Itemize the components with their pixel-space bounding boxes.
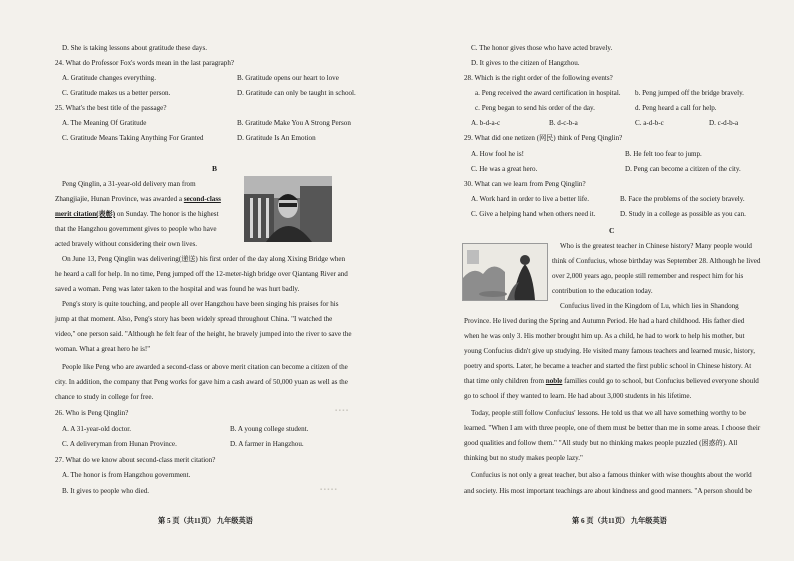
option-29c: C. He was a great hero. <box>471 165 538 173</box>
option-25d: D. Gratitude Is An Emotion <box>237 134 316 142</box>
passage-line: that the Hangzhou government gives to people who have <box>55 225 217 233</box>
question-25: 25. What's the best title of the passage? <box>55 104 167 112</box>
passage-line: contribution to the education today. <box>552 287 653 295</box>
passage-line: chance to study in college for free. <box>55 393 154 401</box>
option-30a: A. Work hard in order to live a better life. <box>471 195 590 203</box>
question-29: 29. What did one netizen (网民) think of Peng Qinglin? <box>464 134 623 142</box>
event-b: b. Peng jumped off the bridge bravely. <box>635 89 744 97</box>
option-27a: A. The honor is from Hangzhou government. <box>62 471 191 479</box>
passage-line: Confucius lived in the Kingdom of Lu, which lies in Shandong <box>560 302 739 310</box>
option-24d: D. Gratitude can only be taught in school. <box>237 89 356 97</box>
option-28c: C. a-d-b-c <box>635 119 664 127</box>
question-28: 28. Which is the right order of the following events? <box>464 74 613 82</box>
peng-qinglin-photo <box>244 176 332 242</box>
event-d: d. Peng heard a call for help. <box>635 104 717 112</box>
question-24: 24. What do Professor Fox's words mean in the last paragraph? <box>55 59 235 67</box>
option-24a: A. Gratitude changes everything. <box>62 74 156 82</box>
passage-line: Confucius is not only a great teacher, but also a famous thinker with wise thoughts about the world <box>471 471 752 479</box>
option-28b: B. d-c-b-a <box>549 119 578 127</box>
passage-line: think of Confucius, whose birthday was September 28. Although he lived <box>552 257 761 265</box>
passage-line: good qualities and follow them." "All study but no thinking makes people puzzled (困惑的). All <box>464 439 738 447</box>
option-25b: B. Gratitude Make You A Strong Person <box>237 119 351 127</box>
passage-line: young Confucius didn't give up studying. He visited many famous teachers and learned music, history, <box>464 347 756 355</box>
section-c-heading: C <box>609 226 615 235</box>
passage-line: video," one person said. "Although he felt fear of the height, he bravely jumped into the river to save the <box>55 330 352 338</box>
term-noble: noble <box>545 377 563 385</box>
passage-line: when he was only 3. His mother brought him up. As a child, he had to work to help his mother, but <box>464 332 745 340</box>
text-line: D. She is taking lessons about gratitude these days. <box>62 44 208 52</box>
passage-line: over 2,000 years ago, people still remember and respect him for his <box>552 272 744 280</box>
confucius-illustration <box>462 243 548 301</box>
passage-line: he heard a call for help. In no time, Peng jumped off the 12-meter-high bridge over Qiantang River and <box>55 270 348 278</box>
option-30b: B. Face the problems of the society bravely. <box>620 195 745 203</box>
passage-line: jump at that moment. Also, Peng's story has been widely spread throughout China. "I watched the <box>55 315 333 323</box>
option-30d: D. Study in a college as possible as you can. <box>620 210 746 218</box>
page-footer-right: 第 6 页（共11页） 九年级英语 <box>572 517 667 525</box>
passage-line: Zhangjiajie, Hunan Province, was awarded a second-class <box>55 195 221 203</box>
passage-line: poetry and sports. Later, he became a teacher and started the first public school in Chinese history. At <box>464 362 752 370</box>
passage-line: Province. He lived during the Spring and Autumn Period. He had a hard childhood. His father died <box>464 317 745 325</box>
passage-line: thinking but no study makes people lazy." <box>464 454 583 462</box>
passage-line: go to school if they wanted to learn. He had about 3,000 students in his lifetime. <box>464 392 692 400</box>
passage-line: acted bravely without considering their own lives. <box>55 240 198 248</box>
passage-line: that time only children from noble families could go to school, but Confucius believed everyone should <box>464 377 759 385</box>
bleed-through-mark: ▪ ▪ ▪ ▪ ▪ <box>320 487 337 493</box>
bleed-through-mark: ▪ ▪ ▪ ▪ <box>335 408 349 414</box>
passage-line: and society. His most important teachings are about kindness and good manners. "A person should be <box>464 487 752 495</box>
event-a: a. Peng received the award certification in hospital. <box>475 89 621 97</box>
passage-line: On June 13, Peng Qinglin was delivering(递送) his first order of the day along Xixing Bridge when <box>62 255 346 263</box>
passage-line: Peng's story is quite touching, and people all over Hangzhou have been singing his praises for his <box>62 300 339 308</box>
option-30c: C. Give a helping hand when others need it. <box>471 210 596 218</box>
question-27: 27. What do we know about second-class merit citation? <box>55 456 216 464</box>
right-page <box>397 0 794 561</box>
option-29d: D. Peng can become a citizen of the city. <box>625 165 741 173</box>
passage-line: learned. "When I am with three people, one of them must be better than me in some areas. I choose their <box>464 424 761 432</box>
option-24b: B. Gratitude opens our heart to love <box>237 74 339 82</box>
option-26a: A. A 31-year-old doctor. <box>62 425 132 433</box>
event-c: c. Peng began to send his order of the day. <box>475 104 595 112</box>
passage-line: woman. What a great hero he is!" <box>55 345 151 353</box>
option-29b: B. He felt too fear to jump. <box>625 150 702 158</box>
question-26: 26. Who is Peng Qinglin? <box>55 409 129 417</box>
passage-line: People like Peng who are awarded a second-class or above merit citation can become a citizen of the <box>62 363 348 371</box>
option-26c: C. A deliveryman from Hunan Province. <box>62 440 177 448</box>
option-27c: C. The honor gives those who have acted bravely. <box>471 44 613 52</box>
option-28d: D. c-d-b-a <box>709 119 739 127</box>
page-footer-left: 第 5 页（共11页） 九年级英语 <box>158 517 253 525</box>
option-27b: B. It gives to people who died. <box>62 487 150 495</box>
option-26d: D. A farmer in Hangzhou. <box>230 440 304 448</box>
term-merit-citation: merit citation(表彰) <box>55 210 116 218</box>
option-28a: A. b-d-a-c <box>471 119 501 127</box>
passage-line: Today, people still follow Confucius' lessons. He told us that we all have something worthy to be <box>471 409 746 417</box>
option-29a: A. How fool he is! <box>471 150 524 158</box>
question-30: 30. What can we learn from Peng Qinglin? <box>464 180 586 188</box>
passage-line: saved a woman. Peng was later taken to the hospital and was found he was hurt badly. <box>55 285 300 293</box>
passage-line: city. In addition, the company that Peng works for gave him a cash award of 50,000 yuan as well as the <box>55 378 348 386</box>
term-second-class: second-class <box>183 195 221 203</box>
option-25a: A. The Meaning Of Gratitude <box>62 119 147 127</box>
option-26b: B. A young college student. <box>230 425 309 433</box>
option-24c: C. Gratitude makes us a better person. <box>62 89 171 97</box>
option-27d: D. It gives to the citizen of Hangzhou. <box>471 59 580 67</box>
passage-line: Peng Qinglin, a 31-year-old delivery man from <box>62 180 196 188</box>
passage-line: Who is the greatest teacher in Chinese history? Many people would <box>560 242 752 250</box>
option-25c: C. Gratitude Means Taking Anything For Granted <box>62 134 204 142</box>
passage-line: merit citation(表彰) on Sunday. The honor is the highest <box>55 210 219 218</box>
section-b-heading: B <box>212 164 218 173</box>
